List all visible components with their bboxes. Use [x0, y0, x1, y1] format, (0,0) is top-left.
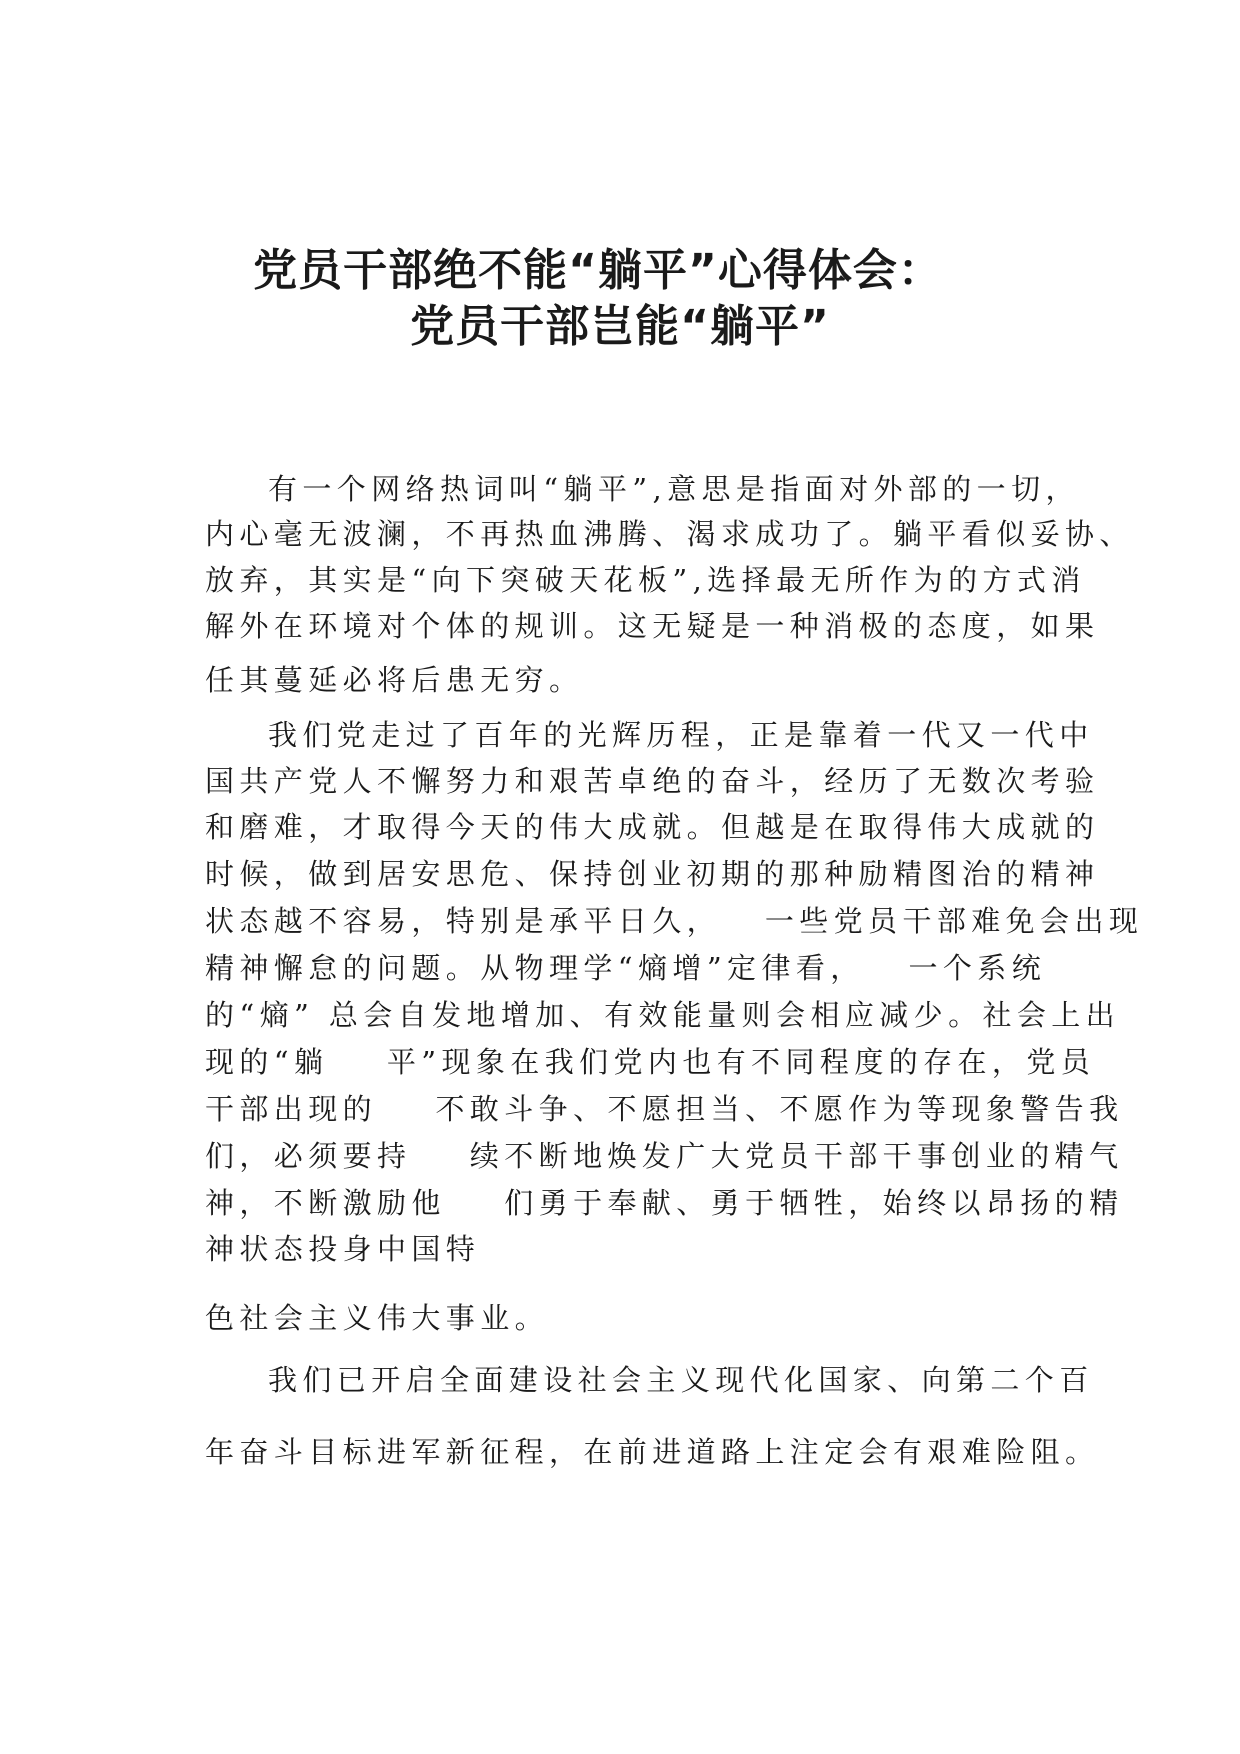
- body-line: 内心毫无波澜，不再热血沸腾、渴求成功了。躺平看似妥协、: [205, 517, 1134, 551]
- body-line: 现的“躺 平”现象在我们党内也有不同程度的存在，党员: [205, 1045, 1096, 1079]
- body-line: 精神懈怠的问题。从物理学“熵增”定律看， 一个系统: [205, 951, 1047, 985]
- body-line: 色社会主义伟大事业。: [205, 1301, 550, 1335]
- body-line: 放弃，其实是“向下突破天花板”,选择最无所作为的方式消: [205, 563, 1086, 597]
- body-line: 神状态投身中国特: [205, 1232, 481, 1266]
- body-line: 干部出现的 不敢斗争、不愿担当、不愿作为等现象警告我: [205, 1092, 1124, 1126]
- body-line: 我们已开启全面建设社会主义现代化国家、向第二个百: [268, 1363, 1094, 1397]
- body-line: 有一个网络热词叫“躺平”,意思是指面对外部的一切，: [268, 472, 1080, 506]
- body-line: 我们党走过了百年的光辉历程，正是靠着一代又一代中: [268, 718, 1094, 752]
- title-line-1: 党员干部绝不能“躺平”心得体会：: [253, 245, 943, 296]
- body-line: 国共产党人不懈努力和艰苦卓绝的奋斗，经历了无数次考验: [205, 764, 1100, 798]
- body-line: 们，必须要持 续不断地焕发广大党员干部干事创业的精气: [205, 1139, 1124, 1173]
- body-line: 解外在环境对个体的规训。这无疑是一种消极的态度，如果: [205, 609, 1100, 643]
- body-line: 状态越不容易，特别是承平日久， 一些党员干部难免会出现: [205, 904, 1144, 938]
- body-line: 时候，做到居安思危、保持创业初期的那种励精图治的精神: [205, 857, 1100, 891]
- title-line-2: 党员干部岂能“躺平”: [410, 301, 830, 352]
- body-line: 的“熵” 总会自发地增加、有效能量则会相应减少。社会上出: [205, 998, 1121, 1032]
- body-line: 年奋斗目标进军新征程，在前进道路上注定会有艰难险阻。: [205, 1435, 1100, 1469]
- body-line: 任其蔓延必将后患无穷。: [205, 663, 584, 697]
- body-line: 和磨难，才取得今天的伟大成就。但越是在取得伟大成就的: [205, 810, 1100, 844]
- body-line: 神，不断激励他 们勇于奉献、勇于牺牲，始终以昂扬的精: [205, 1186, 1124, 1220]
